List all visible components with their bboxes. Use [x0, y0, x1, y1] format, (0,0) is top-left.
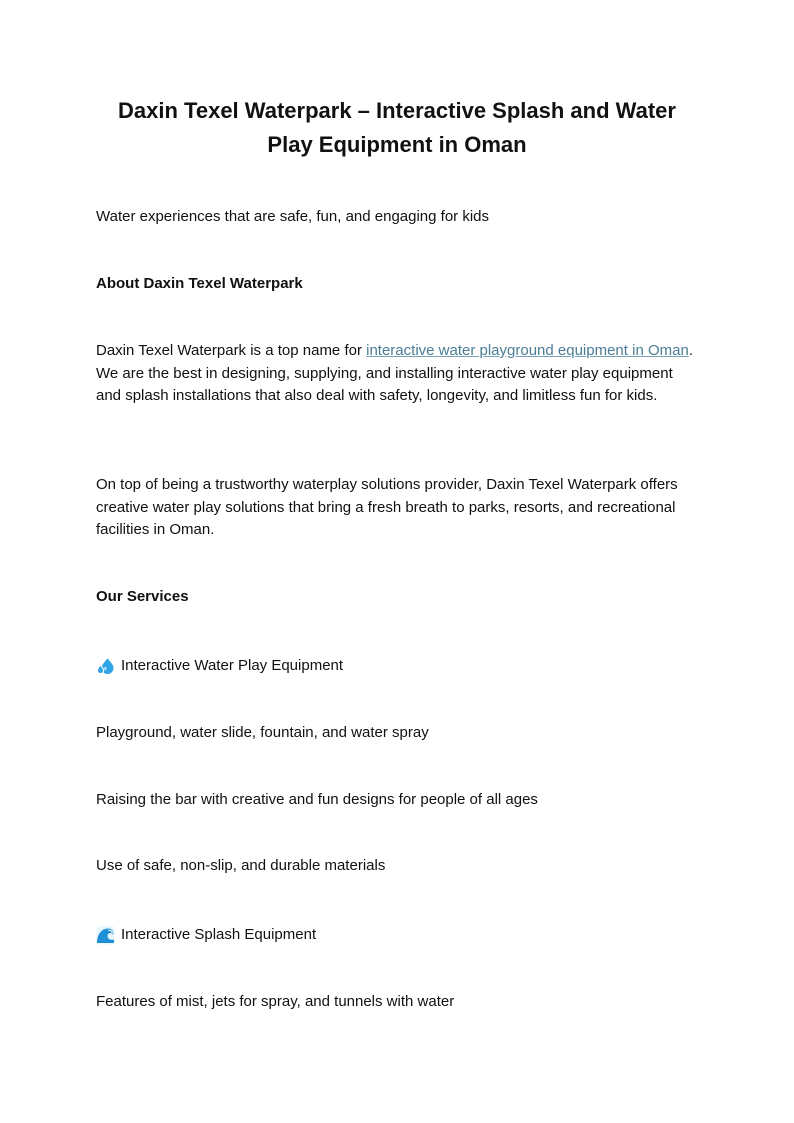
service-1-point-2: Raising the bar with creative and fun designs for people of all ages	[96, 791, 538, 808]
about-heading: About Daxin Texel Waterpark	[96, 275, 303, 292]
service-2-point-1: Features of mist, jets for spray, and tunnels with water	[96, 993, 455, 1010]
service-1-point-3: Use of safe, non-slip, and durable materials	[96, 857, 386, 874]
about-text-after-link: . We are the best in designing, supplying, and installing interactive water play equipment and splash installations that also deal with safety, longevity, and limitless fun for kids.	[96, 342, 693, 404]
page-title: Daxin Texel Waterpark – Interactive Splash and Water Play Equipment in Oman	[118, 98, 676, 157]
tagline: Water experiences that are safe, fun, and engaging for kids	[96, 208, 490, 225]
oman-equipment-link[interactable]: interactive water playground equipment in Oman	[366, 342, 689, 359]
about-paragraph-1	[96, 340, 698, 408]
service-heading-splash	[96, 924, 698, 947]
service-2-title: Interactive Splash Equipment	[121, 926, 317, 943]
service-1-title: Interactive Water Play Equipment	[121, 657, 344, 674]
about-paragraph-2: On top of being a trustworthy waterplay solutions provider, Daxin Texel Waterpark offers creative water play solutions that bring a fresh breath to parks, resorts, and recreational facilities in Oman.	[96, 476, 678, 538]
sweat-droplets-icon	[96, 657, 115, 676]
service-heading-water-play	[96, 655, 698, 678]
water-wave-icon	[96, 926, 115, 945]
about-text-before-link: Daxin Texel Waterpark is a top name for	[96, 342, 367, 359]
services-heading: Our Services	[96, 588, 189, 605]
service-1-point-1: Playground, water slide, fountain, and water spray	[96, 724, 429, 741]
